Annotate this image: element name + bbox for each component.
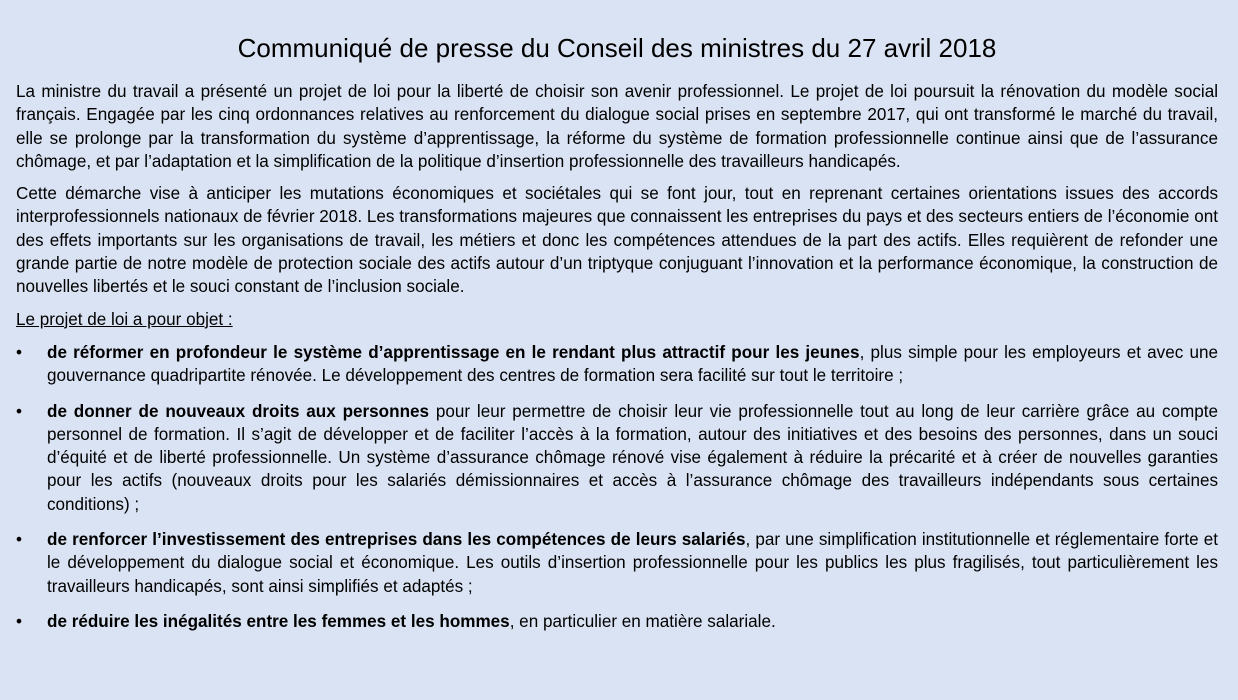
bullet-icon: • — [16, 401, 22, 421]
list-item — [16, 400, 1218, 516]
list-item-bold: de donner de nouveaux droits aux personnes — [47, 401, 430, 421]
bullet-icon: • — [16, 611, 22, 631]
list-item-text: , plus simple pour les employeurs et avec une gouvernance quadripartite rénovée. Le développement des centres de formation sera facilité sur tout le territoire ; — [47, 342, 1218, 386]
list-item-bold: de réformer en profondeur le système d’apprentissage en le rendant plus attractif pour les jeunes — [47, 342, 860, 362]
list-item-text: pour leur permettre de choisir leur vie professionnelle tout au long de leur carrière grâce au compte personnel de formation. Il s’agit de développer et de faciliter l’accès à la formation, autour des initiatives et des besoins des personnes, dans un souci d’équité et de liberté professionnelle. Un système d’assurance chômage rénové vise également à réduire la précarité et à créer de nouvelles garanties pour les actifs (nouveaux droits pour les salariés démissionnaires et accès à l’assurance chômage des travailleurs indépendants sous certaines conditions) ; — [47, 401, 1218, 514]
list-item — [16, 341, 1218, 388]
page-title: Communiqué de presse du Conseil des ministres du 27 avril 2018 — [237, 33, 997, 63]
bullet-icon: • — [16, 530, 22, 550]
list-item-bold: de renforcer l’investissement des entreprises dans les compétences de leurs salariés — [47, 530, 746, 550]
list-item-bold: de réduire les inégalités entre les femmes et les hommes — [47, 611, 510, 631]
bullet-icon: • — [16, 342, 22, 362]
list-item-text: , par une simplification institutionnelle et réglementaire forte et le développement du dialogue social et économique. Les outils d’insertion professionnelle pour les publics les plus fragilisés, tout particulièrement les travailleurs handicapés, sont ainsi simplifiés et adaptés ; — [47, 530, 1218, 596]
intro-paragraph: La ministre du travail a présenté un projet de loi pour la liberté de choisir son avenir professionnel. Le projet de loi poursuit la rénovation du modèle social français. Engagée par les cinq ordonnances relatives au renforcement du dialogue social prises en septembre 2017, qui ont transformé le marché du travail, elle se prolonge par la transformation du système d’apprentissage, la réforme du système de formation professionnelle continue ainsi que de l’assurance chômage, et par l’adaptation et la simplification de la politique d’insertion professionnelle des travailleurs handicapés. — [16, 82, 1218, 171]
list-item-text: , en particulier en matière salariale. — [509, 611, 776, 631]
list-heading: Le projet de loi a pour objet : — [16, 309, 233, 329]
objectives-list — [16, 341, 1218, 633]
context-paragraph: Cette démarche vise à anticiper les mutations économiques et sociétales qui se font jour, tout en reprenant certaines orientations issues des accords interprofessionnels nationaux de février 2018. Les transformations majeures que connaissent les entreprises du pays et des secteurs entiers de l’économie ont des effets importants sur les organisations de travail, les métiers et donc les compétences attendues de la part des actifs. Elles requièrent de refonder une grande partie de notre modèle de protection sociale des actifs autour d’un triptyque conjuguant l’innovation et la performance économique, la construction de nouvelles libertés et le souci constant de l’inclusion sociale. — [16, 184, 1218, 297]
list-item — [16, 610, 1218, 633]
list-item — [16, 528, 1218, 598]
